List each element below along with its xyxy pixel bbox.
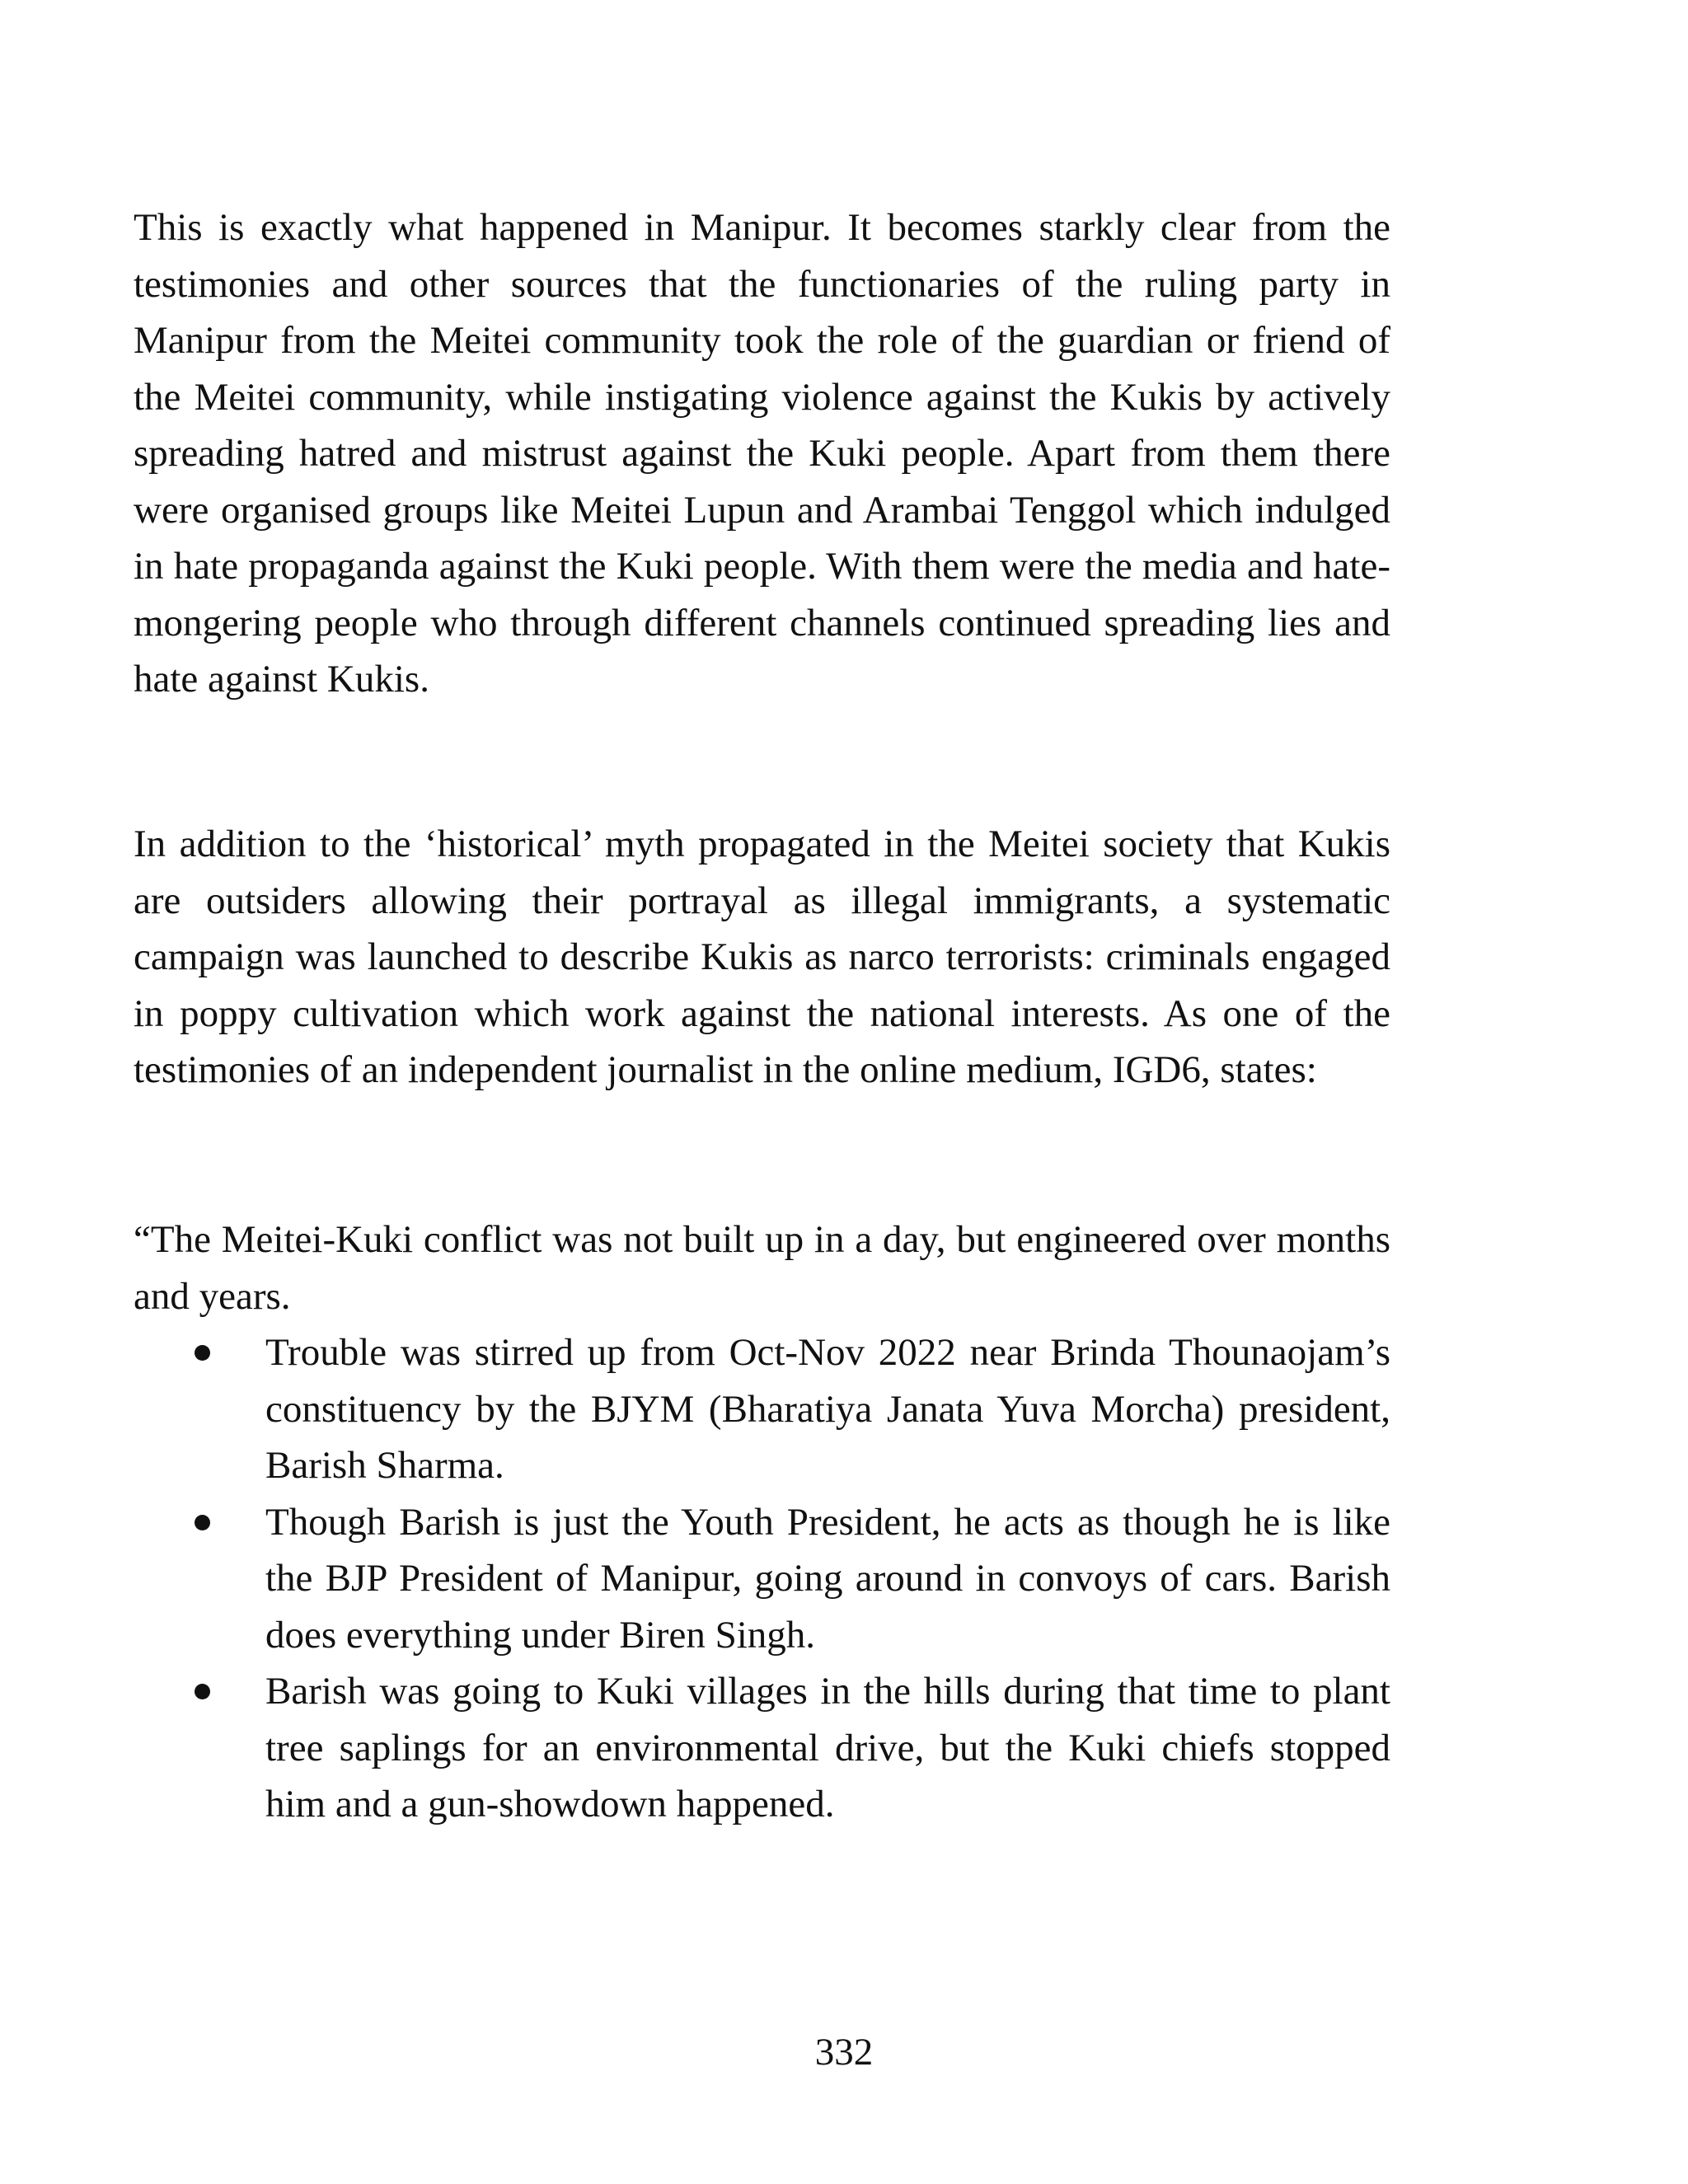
list-item bbox=[134, 1324, 1390, 1494]
page-number: 332 bbox=[814, 2031, 874, 2074]
list-item-text: Though Barish is just the Youth President, he acts as though he is like the BJP President of Manipur, going around in convoys of cars. Barish does everything under Biren Singh. bbox=[265, 1500, 1390, 1657]
quote-intro-paragraph: “The Meitei-Kuki conflict was not built up in a day, but engineered over months and years. bbox=[134, 1218, 1390, 1318]
list-item bbox=[134, 1494, 1390, 1664]
bullet-icon bbox=[195, 1515, 210, 1530]
list-item-text: Trouble was stirred up from Oct-Nov 2022 near Brinda Thounaojam’s constituency by the BJYM (Bharatiya Janata Yuva Morcha) president, Barish Sharma. bbox=[265, 1331, 1390, 1487]
testimony-bullet-list bbox=[134, 1324, 1390, 1833]
body-paragraph-1: This is exactly what happened in Manipur. It becomes starkly clear from the testimonies and other sources that the functionaries of the ruling party in Manipur from the Meitei community took the role of the guardian or friend of the Meitei community, while instigating violence against the Kukis by actively spreading hatred and mistrust against the Kuki people. Apart from them there were organised groups like Meitei Lupun and Arambai Tenggol which indulged in hate propaganda against the Kuki people. With them were the media and hate-mongering people who through different channels continued spreading lies and hate against Kukis. bbox=[134, 206, 1390, 701]
list-item bbox=[134, 1663, 1390, 1833]
list-item-text: Barish was going to Kuki villages in the hills during that time to plant tree saplings for an environmental drive, but the Kuki chiefs stopped him and a gun-showdown happened. bbox=[265, 1670, 1390, 1825]
body-paragraph-2: In addition to the ‘historical’ myth propagated in the Meitei society that Kukis are outsiders allowing their portrayal as illegal immigrants, a systematic campaign was launched to describe Kukis as narco terrorists: criminals engaged in poppy cultivation which work against the national interests. As one of the testimonies of an independent journalist in the online medium, IGD6, states: bbox=[134, 823, 1390, 1091]
bullet-icon bbox=[195, 1345, 210, 1361]
bullet-icon bbox=[195, 1684, 210, 1699]
